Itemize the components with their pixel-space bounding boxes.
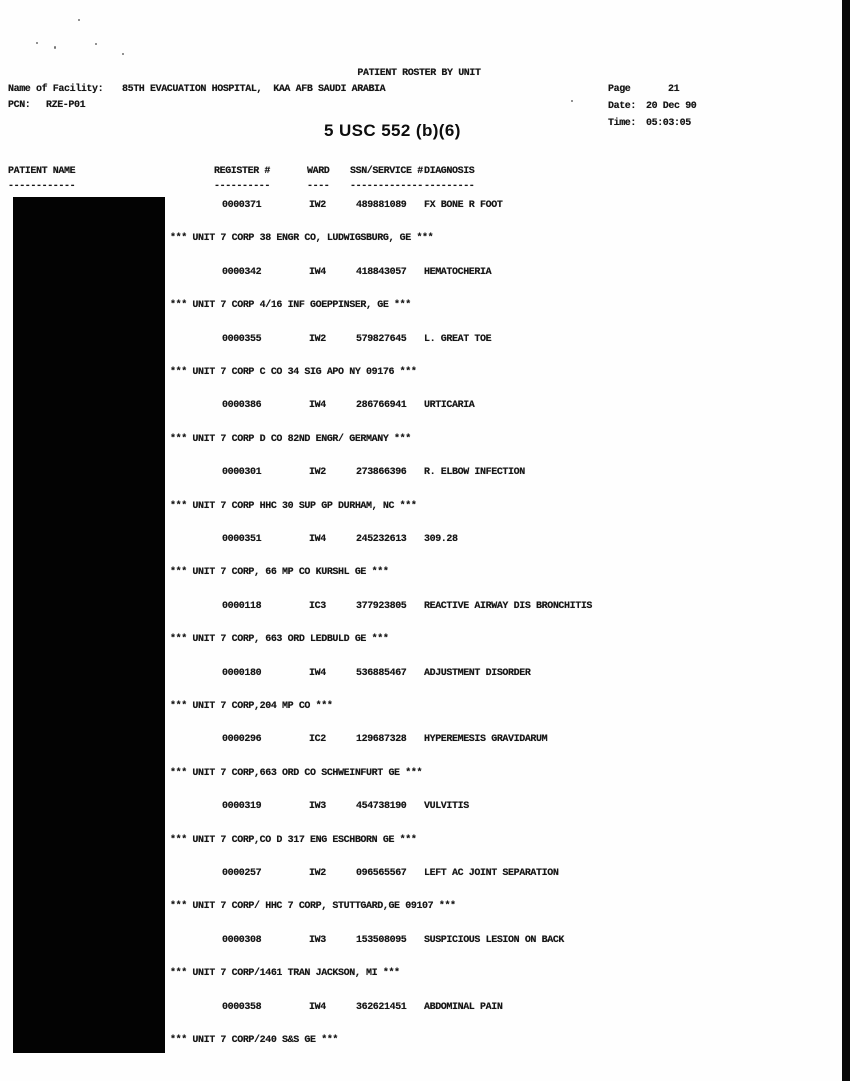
diagnosis-text: SUSPICIOUS LESION ON BACK bbox=[424, 935, 565, 946]
column-underline: ------------- bbox=[350, 181, 423, 192]
pcn-value: RZE-P01 bbox=[46, 100, 86, 111]
patient-row bbox=[0, 668, 850, 681]
patient-row bbox=[0, 200, 850, 213]
scan-speck bbox=[54, 46, 56, 49]
ward-code: IW4 bbox=[309, 1002, 326, 1013]
unit-separator-row bbox=[0, 233, 850, 246]
register-number: 0000351 bbox=[222, 534, 262, 545]
unit-separator-row bbox=[0, 768, 850, 781]
column-header-ward: WARD bbox=[307, 166, 330, 177]
unit-name-text: *** UNIT 7 CORP 38 ENGR CO, LUDWIGSBURG, GE *** bbox=[170, 233, 434, 244]
ward-code: IC3 bbox=[309, 601, 326, 612]
redaction-block bbox=[13, 197, 165, 1053]
scan-speck bbox=[78, 19, 80, 21]
diagnosis-text: REACTIVE AIRWAY DIS BRONCHITIS bbox=[424, 601, 593, 612]
unit-separator-row bbox=[0, 968, 850, 981]
column-underline: --------- bbox=[424, 181, 475, 192]
diagnosis-text: L. GREAT TOE bbox=[424, 334, 492, 345]
ssn-number: 454738190 bbox=[356, 801, 407, 812]
unit-separator-row bbox=[0, 901, 850, 914]
scan-edge-highlight bbox=[840, 420, 842, 1081]
ward-code: IW2 bbox=[309, 467, 326, 478]
ward-code: IW4 bbox=[309, 400, 326, 411]
patient-row bbox=[0, 601, 850, 614]
column-header-patient-name: PATIENT NAME bbox=[8, 166, 76, 177]
unit-name-text: *** UNIT 7 CORP D CO 82ND ENGR/ GERMANY *** bbox=[170, 434, 411, 445]
patient-row bbox=[0, 868, 850, 881]
ssn-number: 579827645 bbox=[356, 334, 407, 345]
ward-code: IC2 bbox=[309, 734, 326, 745]
register-number: 0000358 bbox=[222, 1002, 262, 1013]
register-number: 0000319 bbox=[222, 801, 262, 812]
diagnosis-text: FX BONE R FOOT bbox=[424, 200, 503, 211]
unit-name-text: *** UNIT 7 CORP/1461 TRAN JACKSON, MI *** bbox=[170, 968, 400, 979]
column-underline: ---- bbox=[307, 181, 330, 192]
ssn-number: 536885467 bbox=[356, 668, 407, 679]
unit-name-text: *** UNIT 7 CORP, 663 ORD LEDBULD GE *** bbox=[170, 634, 389, 645]
register-number: 0000257 bbox=[222, 868, 262, 879]
column-underline: ---------- bbox=[214, 181, 271, 192]
ward-code: IW2 bbox=[309, 200, 326, 211]
ssn-number: 362621451 bbox=[356, 1002, 407, 1013]
unit-name-text: *** UNIT 7 CORP,CO D 317 ENG ESCHBORN GE *** bbox=[170, 835, 417, 846]
scan-speck bbox=[122, 53, 124, 55]
scan-speck bbox=[95, 43, 97, 45]
patient-row bbox=[0, 334, 850, 347]
ssn-number: 286766941 bbox=[356, 400, 407, 411]
patient-row bbox=[0, 267, 850, 280]
unit-separator-row bbox=[0, 1035, 850, 1048]
diagnosis-text: HEMATOCHERIA bbox=[424, 267, 492, 278]
ssn-number: 489881089 bbox=[356, 200, 407, 211]
page-title: PATIENT ROSTER BY UNIT bbox=[357, 68, 481, 79]
ssn-number: 418843057 bbox=[356, 267, 407, 278]
register-number: 0000296 bbox=[222, 734, 262, 745]
pcn-label: PCN: bbox=[8, 100, 31, 111]
register-number: 0000180 bbox=[222, 668, 262, 679]
unit-name-text: *** UNIT 7 CORP/240 S&S GE *** bbox=[170, 1035, 339, 1046]
diagnosis-text: URTICARIA bbox=[424, 400, 475, 411]
scan-speck bbox=[36, 42, 38, 44]
unit-separator-row bbox=[0, 367, 850, 380]
column-header-diagnosis: DIAGNOSIS bbox=[424, 166, 475, 177]
register-number: 0000308 bbox=[222, 935, 262, 946]
diagnosis-text: LEFT AC JOINT SEPARATION bbox=[424, 868, 559, 879]
ward-code: IW4 bbox=[309, 534, 326, 545]
ward-code: IW4 bbox=[309, 267, 326, 278]
page-number-value: 21 bbox=[668, 84, 680, 95]
diagnosis-text: ADJUSTMENT DISORDER bbox=[424, 668, 531, 679]
foia-exemption-stamp: 5 USC 552 (b)(6) bbox=[324, 121, 461, 140]
ssn-number: 129687328 bbox=[356, 734, 407, 745]
patient-row bbox=[0, 734, 850, 747]
ssn-number: 096565567 bbox=[356, 868, 407, 879]
register-number: 0000386 bbox=[222, 400, 262, 411]
unit-name-text: *** UNIT 7 CORP HHC 30 SUP GP DURHAM, NC *** bbox=[170, 501, 417, 512]
patient-row bbox=[0, 400, 850, 413]
unit-separator-row bbox=[0, 501, 850, 514]
ssn-number: 273866396 bbox=[356, 467, 407, 478]
diagnosis-text: ABDOMINAL PAIN bbox=[424, 1002, 503, 1013]
patient-row bbox=[0, 534, 850, 547]
unit-name-text: *** UNIT 7 CORP 4/16 INF GOEPPINSER, GE *** bbox=[170, 300, 411, 311]
ward-code: IW4 bbox=[309, 668, 326, 679]
unit-name-text: *** UNIT 7 CORP, 66 MP CO KURSHL GE *** bbox=[170, 567, 389, 578]
unit-name-text: *** UNIT 7 CORP C CO 34 SIG APO NY 09176 *** bbox=[170, 367, 417, 378]
diagnosis-text: 309.28 bbox=[424, 534, 458, 545]
register-number: 0000118 bbox=[222, 601, 262, 612]
scan-speck bbox=[571, 100, 573, 102]
time-label: Time: bbox=[608, 118, 637, 129]
patient-row bbox=[0, 467, 850, 480]
register-number: 0000355 bbox=[222, 334, 262, 345]
register-number: 0000301 bbox=[222, 467, 262, 478]
unit-name-text: *** UNIT 7 CORP/ HHC 7 CORP, STUTTGARD,GE 09107 *** bbox=[170, 901, 456, 912]
unit-separator-row bbox=[0, 300, 850, 313]
column-header-ssn: SSN/SERVICE # bbox=[350, 166, 423, 177]
ward-code: IW3 bbox=[309, 801, 326, 812]
ssn-number: 153508095 bbox=[356, 935, 407, 946]
column-header-register: REGISTER # bbox=[214, 166, 271, 177]
date-value: 20 Dec 90 bbox=[646, 101, 697, 112]
date-label: Date: bbox=[608, 101, 637, 112]
scan-edge-bar bbox=[842, 0, 850, 1081]
ssn-number: 377923805 bbox=[356, 601, 407, 612]
unit-separator-row bbox=[0, 634, 850, 647]
time-value: 05:03:05 bbox=[646, 118, 691, 129]
unit-name-text: *** UNIT 7 CORP,204 MP CO *** bbox=[170, 701, 333, 712]
ward-code: IW2 bbox=[309, 334, 326, 345]
patient-row bbox=[0, 935, 850, 948]
unit-separator-row bbox=[0, 567, 850, 580]
ward-code: IW3 bbox=[309, 935, 326, 946]
ward-code: IW2 bbox=[309, 868, 326, 879]
ssn-number: 245232613 bbox=[356, 534, 407, 545]
unit-separator-row bbox=[0, 835, 850, 848]
diagnosis-text: HYPEREMESIS GRAVIDARUM bbox=[424, 734, 548, 745]
register-number: 0000371 bbox=[222, 200, 262, 211]
unit-separator-row bbox=[0, 701, 850, 714]
patient-row bbox=[0, 801, 850, 814]
unit-name-text: *** UNIT 7 CORP,663 ORD CO SCHWEINFURT GE *** bbox=[170, 768, 423, 779]
unit-separator-row bbox=[0, 434, 850, 447]
patient-row bbox=[0, 1002, 850, 1015]
page-number-label: Page bbox=[608, 84, 631, 95]
facility-value: 85TH EVACUATION HOSPITAL, KAA AFB SAUDI ARABIA bbox=[122, 84, 386, 95]
register-number: 0000342 bbox=[222, 267, 262, 278]
facility-label: Name of Facility: bbox=[8, 84, 104, 95]
diagnosis-text: R. ELBOW INFECTION bbox=[424, 467, 525, 478]
column-underline: ------------ bbox=[8, 181, 76, 192]
diagnosis-text: VULVITIS bbox=[424, 801, 469, 812]
